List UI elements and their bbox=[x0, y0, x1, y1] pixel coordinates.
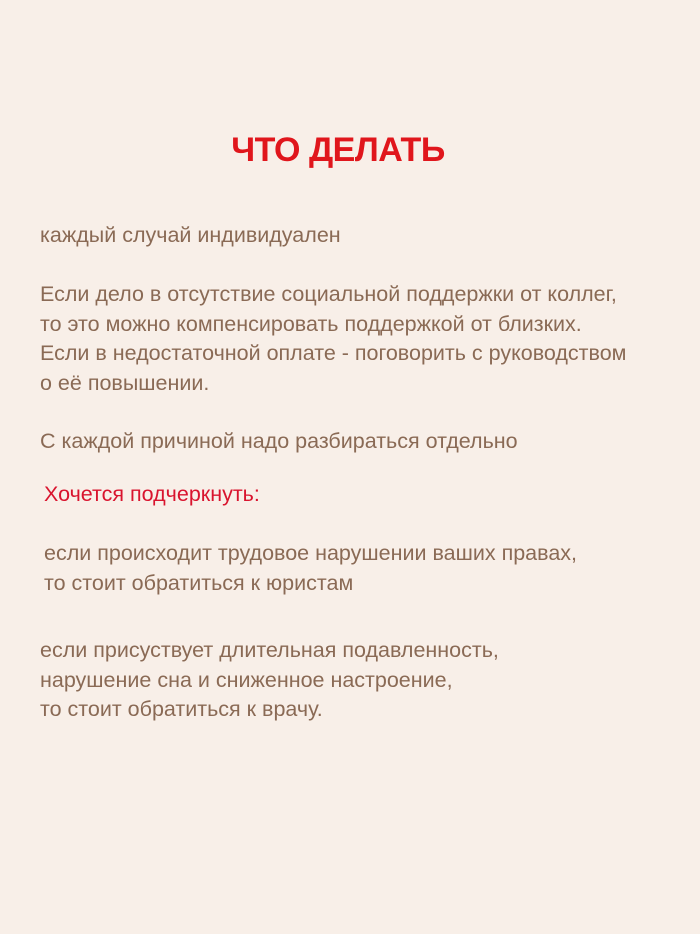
main-paragraph-line: то это можно компенсировать поддержкой от близких. bbox=[40, 311, 582, 336]
doctor-paragraph-line: нарушение сна и сниженное настроение, bbox=[40, 667, 453, 692]
doctor-paragraph bbox=[40, 636, 499, 725]
main-paragraph bbox=[40, 280, 626, 398]
main-paragraph-line: Если в недостаточной оплате - поговорить с руководством bbox=[40, 341, 627, 365]
page-title: ЧТО ДЕЛАТЬ bbox=[231, 131, 445, 169]
doctor-paragraph-line: если присуствует длительная подавленность, bbox=[40, 638, 499, 662]
emphasis-heading: Хочется подчеркнуть: bbox=[44, 482, 260, 506]
main-paragraph-line: о её повышении. bbox=[40, 370, 210, 395]
doctor-paragraph-line: то стоит обратиться к врачу. bbox=[40, 697, 323, 721]
main-paragraph-line: Если дело в отсутствие социальной поддержки от коллег, bbox=[40, 282, 617, 306]
each-cause-text: С каждой причиной надо разбираться отдельно bbox=[40, 429, 518, 453]
intro-text: каждый случай индивидуален bbox=[40, 223, 341, 247]
legal-paragraph-line: то стоит обратиться к юристам bbox=[44, 570, 354, 595]
legal-paragraph bbox=[44, 539, 577, 598]
legal-paragraph-line: если происходит трудовое нарушении ваших правах, bbox=[44, 541, 577, 565]
